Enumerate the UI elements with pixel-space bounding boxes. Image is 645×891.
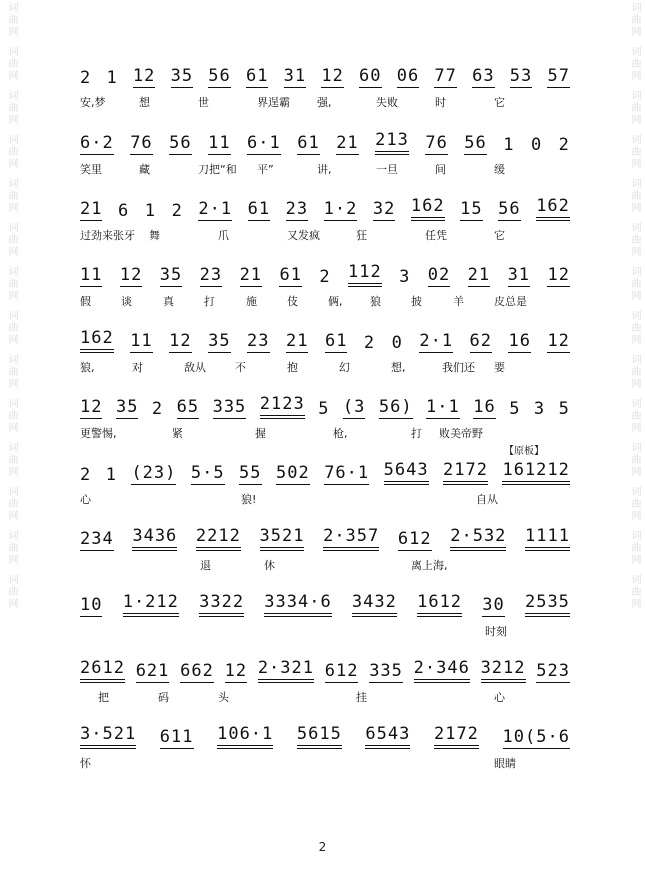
lyric-syllable: 时刻 [485, 625, 507, 638]
note-group: 1612 [417, 592, 462, 617]
note-group: 2123 [260, 394, 305, 419]
note-group: 23 [247, 331, 270, 351]
notation-line [80, 257, 570, 287]
note-group: 11 [130, 331, 153, 351]
note-group: 6·2 [80, 133, 114, 153]
note-group: 6543 [365, 724, 410, 749]
lyric-syllable: 不 [235, 361, 246, 374]
lyric-syllable: 失败 [376, 96, 398, 109]
lyric-syllable: 羊 [453, 295, 464, 308]
note-group: 2 [80, 465, 92, 485]
note-group: 56 [498, 199, 521, 219]
note-group: 1 [106, 68, 118, 88]
note-group: 11 [208, 133, 231, 153]
note-group: 2535 [525, 592, 570, 617]
note-group: 76·1 [324, 463, 370, 483]
lyric-syllable: 对 [132, 361, 143, 374]
score-system [80, 58, 570, 125]
note-group: 2 [319, 267, 331, 287]
note-group: 621 [135, 661, 170, 681]
note-group: 21 [467, 265, 491, 285]
notation-line [80, 653, 570, 683]
note-group: 23 [199, 265, 223, 285]
note-group: 2·1 [419, 331, 454, 351]
lyric-syllable: 挂 [356, 691, 367, 704]
lyric-syllable: 离上海, [411, 559, 448, 572]
lyric-syllable: 皮总是 [494, 295, 527, 308]
note-group: 2 [151, 399, 164, 419]
lyric-syllable: 败美帝野 [439, 427, 483, 440]
note-group: 6·1 [247, 133, 281, 153]
note-group: 3 [533, 399, 546, 419]
note-group: 3436 [132, 526, 177, 551]
lyric-syllable: 狼! [241, 493, 257, 506]
lyric-syllable: 退 [200, 559, 211, 572]
watermark-text: 词曲网 [6, 134, 17, 170]
note-group: 56 [208, 66, 231, 86]
note-group: 234 [80, 529, 114, 549]
lyric-syllable: 紧 [172, 427, 183, 440]
lyrics-line [80, 293, 570, 311]
note-group: 106·1 [217, 724, 273, 749]
note-group: 3432 [352, 592, 397, 617]
lyric-syllable: 一旦 [376, 163, 398, 176]
note-group: 61 [279, 265, 302, 285]
lyric-syllable: 敌从 [184, 361, 206, 374]
note-group: 2172 [434, 724, 479, 749]
lyric-syllable: 爪 [218, 229, 229, 242]
watermark-text: 词曲网 [6, 442, 17, 478]
note-group: 21 [239, 265, 263, 285]
lyric-syllable: 世 [198, 96, 209, 109]
watermark-text: 词曲网 [6, 530, 17, 566]
note-group: 5 [509, 399, 521, 419]
note-group: 2 [363, 333, 376, 353]
score-system [80, 446, 570, 521]
note-group: 161212 [502, 460, 569, 485]
note-group: 3·521 [80, 724, 136, 749]
lyric-syllable: 真 [163, 295, 174, 308]
watermark-text: 词曲网 [629, 310, 640, 346]
lyric-syllable: 假 [80, 295, 91, 308]
note-group: 11 [80, 265, 103, 285]
lyric-syllable: 我们还 [442, 361, 475, 374]
right-watermark-strip [623, 0, 645, 891]
lyric-syllable: 施 [246, 295, 257, 308]
music-score [80, 58, 570, 785]
lyric-syllable: 藏 [139, 163, 150, 176]
note-group: 523 [536, 661, 570, 681]
section-tag: 【原板】 [504, 446, 544, 457]
lyric-syllable: 又发疯 [287, 229, 320, 242]
note-group: 2·1 [198, 199, 233, 219]
watermark-text: 词曲网 [6, 90, 17, 126]
note-group: 3334·6 [264, 592, 331, 617]
note-group: 162 [536, 196, 570, 221]
watermark-text: 词曲网 [6, 46, 17, 82]
note-group: 3521 [260, 526, 305, 551]
note-group: 21 [80, 199, 103, 219]
watermark-text: 词曲网 [6, 178, 17, 214]
note-group: 35 [159, 265, 183, 285]
note-group: 335 [212, 397, 247, 417]
lyric-syllable: 它 [494, 229, 505, 242]
note-group: 15 [460, 199, 483, 219]
note-group: 76 [130, 133, 153, 153]
lyric-syllable: 打 [204, 295, 215, 308]
lyric-syllable: 抱 [287, 361, 298, 374]
note-group: 21 [336, 133, 359, 153]
watermark-text: 词曲网 [629, 354, 640, 390]
lyric-syllable: 想 [139, 96, 150, 109]
page-number: 2 [318, 840, 327, 854]
score-system [80, 257, 570, 323]
note-group: 1 [144, 201, 157, 221]
lyric-syllable: 要 [494, 361, 505, 374]
notation-line [80, 191, 570, 221]
note-group: 16 [473, 397, 496, 417]
note-group: 2·346 [414, 658, 470, 683]
lyric-syllable: 狂 [356, 229, 367, 242]
note-group: 60 [359, 66, 382, 86]
watermark-text: 词曲网 [629, 134, 640, 170]
score-system [80, 389, 570, 455]
note-group: 2 [80, 68, 92, 88]
note-group: 65 [176, 397, 200, 417]
note-group: 5643 [384, 460, 429, 485]
note-group: 5615 [297, 724, 342, 749]
watermark-text: 词曲网 [629, 530, 640, 566]
note-group: 112 [348, 262, 382, 287]
note-group: 0 [530, 135, 543, 155]
lyric-syllable: 头 [218, 691, 229, 704]
note-group: 1·1 [426, 397, 460, 417]
lyric-syllable: 狼 [370, 295, 381, 308]
lyric-syllable: 讲, [317, 163, 332, 176]
note-group: 61 [324, 331, 348, 351]
note-group: 662 [180, 661, 214, 681]
note-group: 62 [469, 331, 493, 351]
note-group: 06 [396, 66, 420, 86]
note-group: 0 [391, 333, 403, 353]
watermark-text: 词曲网 [6, 354, 17, 390]
note-group: 35 [208, 331, 231, 351]
lyric-syllable: 枪, [333, 427, 348, 440]
note-group: 61 [245, 66, 269, 86]
note-group: 32 [372, 199, 396, 219]
lyric-syllable: 安,梦 [80, 96, 106, 109]
note-group: 2172 [443, 460, 488, 485]
lyric-syllable: 幻 [339, 361, 350, 374]
lyric-syllable: 舞 [149, 229, 160, 242]
notation-line [80, 587, 570, 617]
watermark-text: 词曲网 [6, 222, 17, 258]
note-group: 12 [132, 66, 156, 86]
score-system [80, 587, 570, 653]
note-group: 213 [375, 130, 409, 155]
watermark-text: 词曲网 [6, 486, 17, 522]
watermark-text: 词曲网 [629, 486, 640, 522]
watermark-text: 词曲网 [629, 178, 640, 214]
lyric-syllable: 码 [158, 691, 169, 704]
note-group: 10 [80, 595, 103, 615]
lyric-syllable: 时 [435, 96, 446, 109]
note-group: 12 [321, 66, 344, 86]
lyric-syllable: 把 [98, 691, 109, 704]
note-group: 2612 [80, 658, 125, 683]
lyric-syllable: 心 [80, 493, 91, 506]
score-system [80, 719, 570, 785]
lyrics-line [80, 94, 570, 112]
note-group: 12 [80, 397, 103, 417]
lyrics-line [80, 755, 570, 773]
lyric-syllable: 强, [317, 96, 332, 109]
note-group: 5 [558, 399, 570, 419]
note-group: 56 [464, 133, 487, 153]
watermark-text: 词曲网 [629, 398, 640, 434]
note-group: 5·5 [190, 463, 225, 483]
note-group: 57 [547, 66, 570, 86]
lyric-syllable: 自从 [476, 493, 498, 506]
note-group: (3 [342, 397, 366, 417]
note-group: 56) [378, 397, 413, 417]
lyrics-line [80, 227, 570, 245]
note-group: 335 [369, 661, 403, 681]
note-group: 2 [558, 135, 570, 155]
note-group: 3322 [199, 592, 244, 617]
note-group: 1·2 [323, 199, 358, 219]
note-group: 77 [434, 66, 457, 86]
note-group: 31 [507, 265, 531, 285]
notation-line [80, 719, 570, 749]
lyric-syllable: 俩, [328, 295, 343, 308]
lyric-syllable: 眼睛 [494, 757, 516, 770]
watermark-text: 词曲网 [629, 2, 640, 38]
watermark-text: 词曲网 [6, 398, 17, 434]
lyric-syllable: 笑里 [80, 163, 102, 176]
note-group: 5 [318, 399, 330, 419]
watermark-text: 词曲网 [629, 90, 640, 126]
note-group: 2·357 [323, 526, 379, 551]
watermark-text: 词曲网 [629, 266, 640, 302]
lyric-syllable: 谈 [121, 295, 132, 308]
notation-line [80, 323, 570, 353]
lyric-syllable: 打 [411, 427, 422, 440]
note-group: 63 [472, 66, 495, 86]
lyric-syllable: 心 [494, 691, 505, 704]
note-group: 162 [80, 328, 114, 353]
lyrics-line [80, 425, 570, 443]
note-group: 162 [411, 196, 445, 221]
note-group: 2·532 [450, 526, 506, 551]
note-group: 55 [239, 463, 262, 483]
lyric-syllable: 过劲来张牙 [80, 229, 135, 242]
lyric-syllable: 间 [435, 163, 446, 176]
lyric-syllable: 休 [264, 559, 275, 572]
note-group: 53 [509, 66, 533, 86]
lyric-syllable: 界逞霸 [257, 96, 290, 109]
score-system [80, 653, 570, 719]
note-group: 612 [397, 529, 432, 549]
note-group: (23) [131, 463, 177, 483]
note-group: 2212 [196, 526, 241, 551]
note-group: 76 [425, 133, 448, 153]
watermark-text: 词曲网 [629, 442, 640, 478]
note-group: 16 [508, 331, 531, 351]
lyric-syllable: 握 [255, 427, 266, 440]
score-system [80, 125, 570, 191]
note-group: 2·321 [258, 658, 314, 683]
note-group: 1 [503, 135, 515, 155]
note-group: 02 [427, 265, 451, 285]
lyrics-line [80, 557, 570, 575]
note-group: 12 [169, 331, 192, 351]
watermark-text: 词曲网 [6, 2, 17, 38]
score-system [80, 521, 570, 587]
left-watermark-strip [0, 0, 22, 891]
lyric-syllable: 想, [391, 361, 406, 374]
score-system [80, 323, 570, 389]
note-group: 35 [115, 397, 139, 417]
notation-line [80, 125, 570, 155]
lyrics-line [80, 359, 570, 377]
watermark-text: 词曲网 [6, 574, 17, 610]
note-group: 21 [286, 331, 309, 351]
watermark-text: 词曲网 [6, 266, 17, 302]
note-group: 3212 [481, 658, 526, 683]
lyric-syllable: 它 [494, 96, 505, 109]
note-group: 1 [105, 465, 117, 485]
note-group: 12 [547, 265, 570, 285]
note-group: 61 [297, 133, 320, 153]
score-system [80, 191, 570, 257]
note-group: 611 [159, 727, 194, 747]
note-group: 502 [276, 463, 310, 483]
note-group: 12 [547, 331, 570, 351]
note-group: 3 [399, 267, 411, 287]
note-group: 31 [283, 66, 307, 86]
watermark-text: 词曲网 [629, 222, 640, 258]
lyrics-line [80, 689, 570, 707]
lyric-syllable: 怀 [80, 757, 91, 770]
watermark-text: 词曲网 [629, 46, 640, 82]
note-group: 1111 [525, 526, 570, 551]
note-group: 612 [324, 661, 359, 681]
notation-line [80, 58, 570, 88]
lyric-syllable: 平” [257, 163, 274, 176]
note-group: 12 [224, 661, 248, 681]
note-group: 2 [171, 201, 183, 221]
lyric-syllable: 缓 [494, 163, 505, 176]
watermark-text: 词曲网 [6, 310, 17, 346]
note-group: 10(5·6 [502, 727, 570, 747]
lyrics-line [80, 623, 570, 641]
lyric-syllable: 狼, [80, 361, 95, 374]
note-group: 23 [285, 199, 309, 219]
note-group: 61 [247, 199, 271, 219]
note-group: 35 [170, 66, 194, 86]
watermark-text: 词曲网 [629, 574, 640, 610]
lyric-syllable: 更警惕, [80, 427, 117, 440]
lyric-syllable: 披 [411, 295, 422, 308]
lyrics-line [80, 161, 570, 179]
lyric-syllable: 伎 [287, 295, 298, 308]
notation-line [80, 389, 570, 419]
lyric-syllable: 刀把“和 [198, 163, 237, 176]
note-group: 12 [119, 265, 143, 285]
note-group: 6 [118, 201, 130, 221]
note-group: 56 [169, 133, 192, 153]
note-group: 30 [482, 595, 505, 615]
notation-line [80, 455, 570, 485]
note-group: 1·212 [123, 592, 179, 617]
lyric-syllable: 任凭 [425, 229, 447, 242]
notation-line [80, 521, 570, 551]
